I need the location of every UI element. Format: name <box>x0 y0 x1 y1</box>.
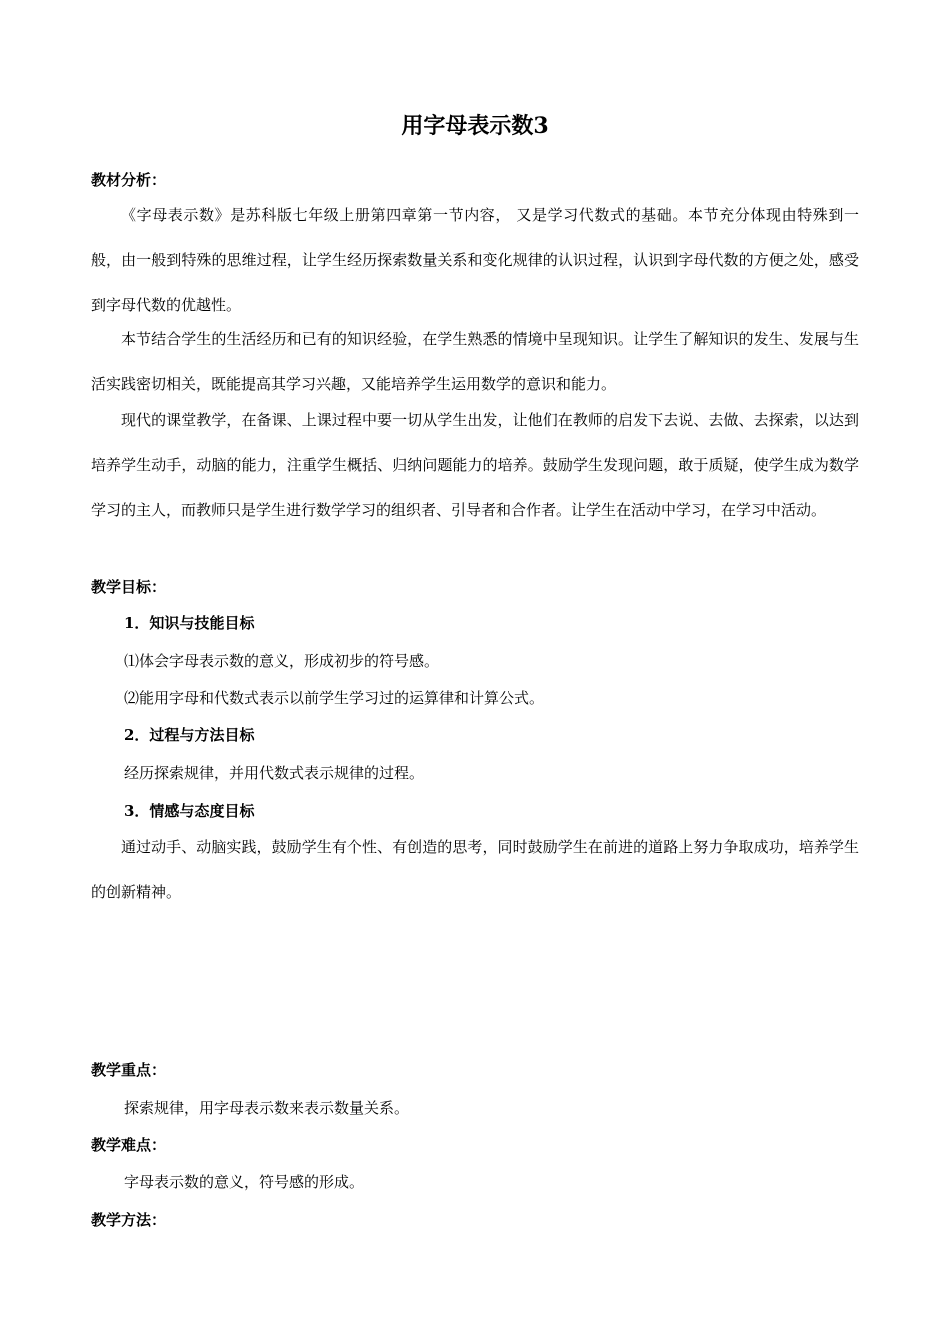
goal-3-text: 通过动手、动脑实践，鼓励学生有个性、有创造的思考，同时鼓励学生在前进的道路上努力争取成功，培养学生的创新精神。 <box>91 838 859 901</box>
goals-heading: 教学目标： <box>91 578 167 596</box>
goal-2-title: 2．过程与方法目标 <box>124 726 255 744</box>
analysis-heading: 教材分析： <box>91 171 167 189</box>
document-title: 用字母表示数3 <box>401 113 549 139</box>
goal-1-item-2: ⑵能用字母和代数式表示以前学生学习过的运算律和计算公式。 <box>124 689 545 707</box>
goal-1-title: 1．知识与技能目标 <box>124 614 255 632</box>
difficulty-heading: 教学难点： <box>91 1136 167 1154</box>
analysis-paragraph-1: 《字母表示数》是苏科版七年级上册第四章第一节内容， 又是学习代数式的基础。本节充分体现由特殊到一般，由一般到特殊的思维过程，让学生经历探索数量关系和变化规律的认识过程，认识到字母代数的方便之处，感受到字母代数的优越性。 <box>91 206 859 314</box>
key-points-heading: 教学重点： <box>91 1061 167 1079</box>
analysis-paragraph-3: 现代的课堂教学，在备课、上课过程中要一切从学生出发，让他们在教师的启发下去说、去做、去探索，以达到培养学生动手，动脑的能力，注重学生概括、归纳问题能力的培养。鼓励学生发现问题，敢于质疑，使学生成为数学学习的主人，而教师只是学生进行数学学习的组织者、引导者和合作者。让学生在活动中学习，在学习中活动。 <box>91 411 859 519</box>
method-heading: 教学方法： <box>91 1211 167 1229</box>
goal-1-item-1: ⑴体会字母表示数的意义，形成初步的符号感。 <box>124 652 440 670</box>
goal-2-text: 经历探索规律，并用代数式表示规律的过程。 <box>124 764 425 782</box>
key-points-text: 探索规律，用字母表示数来表示数量关系。 <box>124 1099 410 1117</box>
analysis-paragraph-2: 本节结合学生的生活经历和已有的知识经验，在学生熟悉的情境中呈现知识。让学生了解知识的发生、发展与生活实践密切相关，既能提高其学习兴趣，又能培养学生运用数学的意识和能力。 <box>91 330 859 393</box>
goal-3-title: 3．情感与态度目标 <box>124 802 255 820</box>
difficulty-text: 字母表示数的意义，符号感的形成。 <box>124 1173 365 1191</box>
